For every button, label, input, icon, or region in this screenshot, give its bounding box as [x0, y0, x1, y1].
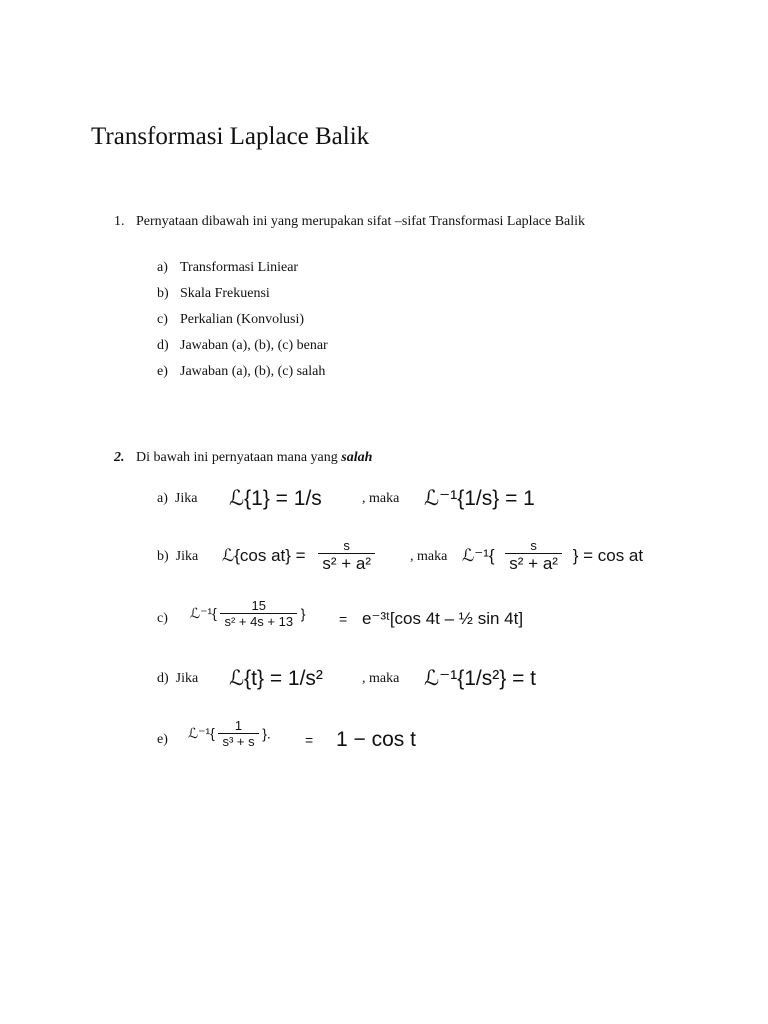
fraction-denominator: s³ + s: [218, 733, 258, 749]
fraction-numerator: 1: [234, 718, 243, 733]
formula-text: } = cos at: [572, 546, 644, 565]
q2a-rhs-formula: ℒ⁻¹{1/s} = 1: [424, 487, 535, 510]
q2c-rhs-formula: e⁻³ᵗ[cos 4t – ½ sin 4t]: [362, 609, 524, 628]
q2-option-e-label: e): [157, 732, 168, 747]
formula-text: }: [300, 605, 306, 622]
fraction-denominator: s² + a²: [505, 553, 562, 574]
q1-option-b: [157, 286, 270, 302]
q2d-rhs-formula: ℒ⁻¹{1/s²} = t: [424, 667, 537, 690]
question-emphasis: salah: [341, 450, 373, 465]
q2c-lhs-formula: [190, 598, 305, 629]
option-jika: Jika: [174, 491, 198, 506]
option-jika: Jika: [175, 549, 199, 564]
fraction: [220, 598, 297, 629]
question-number: 1.: [114, 214, 125, 229]
q2e-lhs-formula: [188, 718, 271, 749]
q2b-maka: , maka: [410, 549, 448, 564]
option-text: Perkalian (Konvolusi): [180, 312, 305, 327]
question-text: Pernyataan dibawah ini yang merupakan sifat –sifat Transformasi Laplace Balik: [136, 214, 586, 229]
fraction-denominator: s² + 4s + 13: [220, 613, 297, 629]
formula-text: ℒ{cos at} =: [222, 546, 306, 565]
option-label: b): [157, 549, 169, 564]
formula-text: ℒ⁻¹{: [190, 605, 217, 621]
q2e-equals: =: [305, 732, 314, 748]
option-label: d): [157, 671, 169, 686]
option-text: Transformasi Liniear: [180, 260, 299, 275]
fraction-denominator: s² + a²: [318, 553, 375, 574]
fraction: [218, 718, 258, 749]
option-text: Jawaban (a), (b), (c) salah: [180, 364, 326, 379]
q1-option-e: [157, 364, 325, 380]
q2b-rhs-formula: [462, 538, 643, 574]
fraction-numerator: s: [343, 538, 350, 553]
q2c-equals: =: [339, 611, 348, 627]
question-1: [114, 214, 585, 230]
q2e-rhs-formula: 1 − cos t: [336, 728, 416, 751]
option-text: Skala Frekuensi: [180, 286, 270, 301]
question-text: Di bawah ini pernyataan mana yang: [136, 450, 338, 465]
formula-text: ℒ⁻¹{: [462, 546, 495, 565]
option-label: e): [157, 364, 168, 379]
option-label: a): [157, 260, 168, 275]
option-text: Jawaban (a), (b), (c) benar: [180, 338, 328, 353]
q2a-maka: , maka: [362, 491, 400, 506]
question-2: [114, 450, 372, 466]
formula-text: }.: [262, 725, 271, 742]
fraction: [505, 538, 562, 574]
q1-option-d: [157, 338, 328, 354]
option-jika: Jika: [175, 671, 199, 686]
option-label: a): [157, 491, 168, 506]
fraction: [318, 538, 375, 574]
q2-option-d-label: [157, 671, 198, 687]
option-label: c): [157, 312, 168, 327]
option-label: b): [157, 286, 169, 301]
q2-option-b-label: [157, 549, 198, 565]
q1-option-a: [157, 260, 298, 276]
page-title: Transformasi Laplace Balik: [91, 123, 370, 150]
q2a-lhs-formula: ℒ{1} = 1/s: [229, 487, 322, 510]
question-number: 2.: [114, 450, 125, 465]
option-label: d): [157, 338, 169, 353]
q2-option-a-label: [157, 491, 197, 507]
q2-option-c-label: c): [157, 611, 168, 626]
fraction-numerator: 15: [251, 598, 266, 613]
q2d-lhs-formula: ℒ{t} = 1/s²: [229, 667, 323, 690]
fraction-numerator: s: [530, 538, 537, 553]
q2d-maka: , maka: [362, 671, 400, 686]
q2b-lhs-formula: [222, 538, 375, 574]
formula-text: ℒ⁻¹{: [188, 725, 215, 741]
q1-option-c: [157, 312, 304, 328]
